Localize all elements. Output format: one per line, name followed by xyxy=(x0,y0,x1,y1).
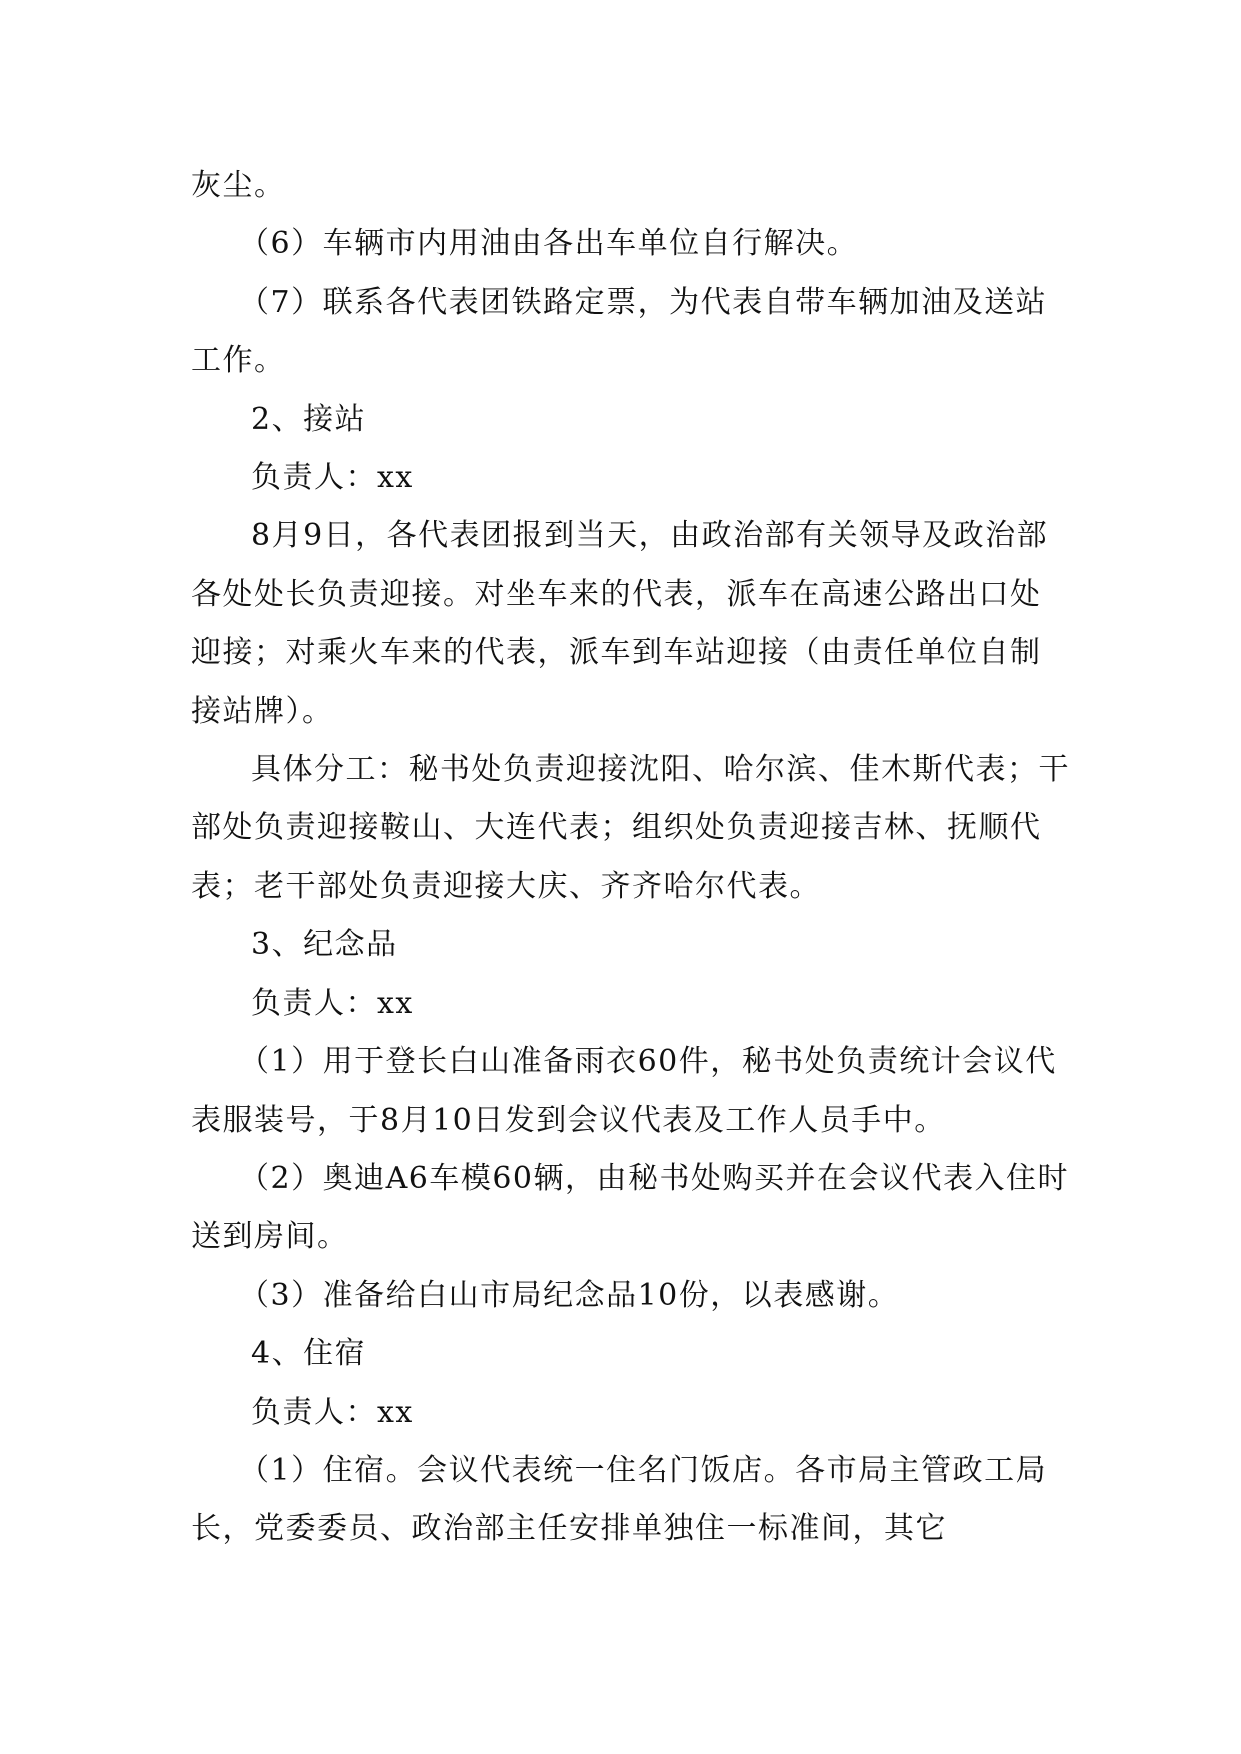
document-body xyxy=(191,157,1071,1559)
paragraph-item-1-raincoats: （1）用于登长白山准备雨衣60件，秘书处负责统计会议代表服装号，于8月10日发到会议代表及工作人员手中。 xyxy=(191,1044,1057,1138)
paragraph-division-of-labor: 具体分工：秘书处负责迎接沈阳、哈尔滨、佳木斯代表；干部处负责迎接鞍山、大连代表；组织处负责迎接吉林、抚顺代表；老干部处负责迎接大庆、齐齐哈尔代表。 xyxy=(191,752,1070,904)
section-heading-accommodation: 4、住宿 xyxy=(251,1336,367,1372)
responsible-person-accommodation: 负责人：xx xyxy=(251,1394,414,1430)
responsible-person-pickup: 负责人：xx xyxy=(251,460,414,496)
paragraph-item-1-lodging: （1）住宿。会议代表统一住名门饭店。各市局主管政工局长，党委委员、政治部主任安排单独住一标准间，其它 xyxy=(191,1452,1048,1547)
paragraph-item-3-gifts: （3）准备给白山市局纪念品10份，以表感谢。 xyxy=(239,1277,900,1313)
section-heading-souvenirs: 3、纪念品 xyxy=(251,927,398,963)
paragraph-pickup-details: 8月9日，各代表团报到当天，由政治部有关领导及政治部各处处长负责迎接。对坐车来的代表，派车在高速公路出口处迎接；对乘火车来的代表，派车到车站迎接（由责任单位自制接站牌）。 xyxy=(191,518,1049,729)
paragraph-continuation: 灰尘。 xyxy=(191,168,286,203)
paragraph-item-7-railway: （7）联系各代表团铁路定票，为代表自带车辆加油及送站工作。 xyxy=(191,284,1048,379)
responsible-person-souvenirs: 负责人：xx xyxy=(251,985,414,1021)
paragraph-item-2-car-models: （2）奥迪A6车模60辆，由秘书处购买并在会议代表入住时送到房间。 xyxy=(191,1160,1070,1255)
paragraph-item-6-fuel: （6）车辆市内用油由各出车单位自行解决。 xyxy=(239,226,859,262)
section-heading-pickup: 2、接站 xyxy=(251,401,367,437)
